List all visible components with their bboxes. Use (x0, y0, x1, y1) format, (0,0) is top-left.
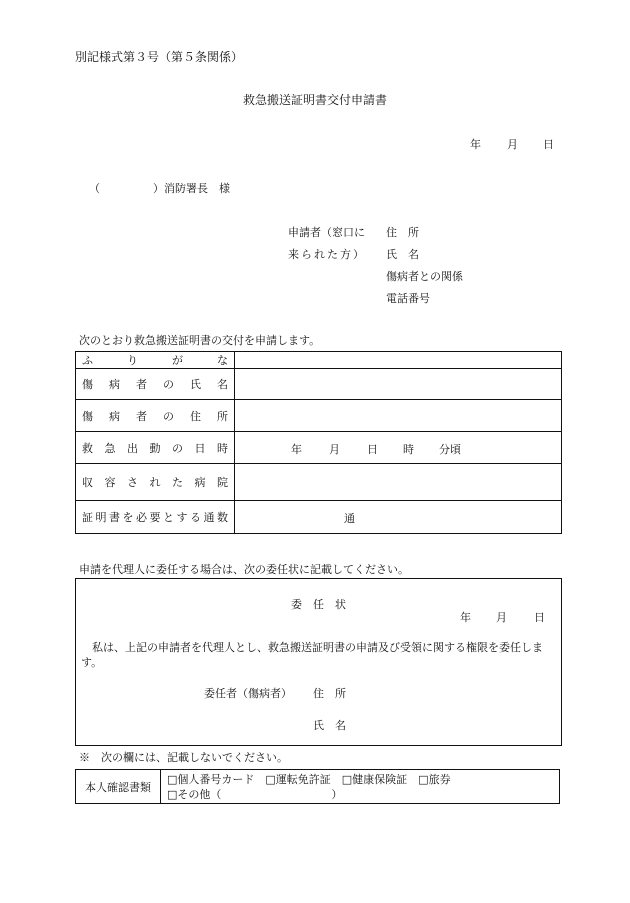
delegator-label: 委任者（傷病者） (204, 687, 292, 700)
row-label-dispatch-datetime (76, 432, 235, 464)
table-row (76, 432, 562, 464)
row-label-char: 動 (149, 441, 161, 455)
row-label-char: 通 (203, 511, 215, 524)
applicant-address-label: 住 所 (386, 226, 419, 239)
applicant-phone-label: 電話番号 (386, 292, 430, 305)
dispatch-month: 月 (329, 442, 340, 456)
id-docs-options[interactable] (161, 770, 560, 804)
row-label-char: り (127, 354, 138, 367)
row-label-char: 所 (217, 409, 228, 423)
row-label-char: の (163, 378, 174, 391)
furigana-field[interactable] (235, 352, 562, 369)
row-label-hospital (76, 464, 235, 501)
form-label: 別記様式第３号（第５条関係） (75, 50, 244, 64)
row-label-furigana (76, 352, 235, 369)
dispatch-day: 日 (367, 442, 378, 456)
applicant-label-2: 来られた方） (288, 248, 366, 261)
row-label-char: 病 (109, 409, 120, 423)
row-label-char: 傷 (82, 378, 93, 391)
row-label-char: を (122, 511, 134, 524)
dispatch-datetime-field[interactable] (235, 432, 562, 464)
row-label-char: 者 (136, 378, 147, 391)
dispatch-minute: 分頃 (439, 442, 461, 456)
delegation-title: 委 任 状 (291, 598, 346, 611)
patient-info-table (75, 351, 562, 534)
delegation-month: 月 (496, 611, 507, 624)
hospital-field[interactable] (235, 464, 562, 501)
copies-unit: 通 (344, 512, 355, 525)
row-label-char: 名 (217, 378, 228, 391)
row-label-char: 必 (136, 511, 147, 524)
table-row (76, 464, 562, 501)
table-row (76, 369, 562, 400)
table-row (76, 400, 562, 432)
date-year: 年 (470, 138, 481, 151)
patient-name-field[interactable] (235, 369, 562, 400)
row-label-char: ふ (82, 354, 93, 367)
row-label-char: さ (127, 476, 138, 489)
row-label-patient-name (76, 369, 235, 400)
applicant-label-1: 申請者（窓口に (288, 226, 365, 239)
delegator-name-label: 氏 名 (313, 719, 346, 732)
page-title: 救急搬送証明書交付申請書 (242, 93, 387, 107)
row-label-char: る (190, 511, 201, 524)
delegation-year: 年 (460, 611, 471, 624)
delegation-box (75, 578, 562, 746)
dispatch-hour: 時 (403, 442, 414, 456)
row-label-char: 住 (190, 409, 201, 423)
table-row (76, 352, 562, 369)
row-label-char: 院 (217, 476, 228, 489)
row-label-char: 救 (82, 441, 93, 455)
table-row (76, 501, 562, 534)
row-label-char: 病 (109, 378, 120, 391)
row-label-char: 傷 (82, 409, 93, 423)
table-row (76, 770, 560, 804)
delegation-body: 私は、上記の申請者を代理人とし、救急搬送証明書の申請及び受領に関する権限を委任します。 (81, 641, 543, 669)
date-day: 日 (543, 138, 554, 151)
delegation-note: 申請を代理人に委任する場合は、次の委任状に記載してください。 (79, 563, 409, 576)
intro-text: 次のとおり救急搬送証明書の交付を申請します。 (79, 334, 321, 347)
row-label-char: 書 (109, 511, 120, 524)
row-label-char: 出 (127, 441, 138, 455)
row-label-char: 収 (82, 476, 93, 489)
row-label-char: の (163, 409, 174, 423)
addressee-station-chief: ）消防署長 様 (153, 182, 230, 195)
delegation-day: 日 (534, 611, 545, 624)
id-docs-options-line1[interactable]: □個人番号カード □運転免許証 □健康保険証 □旅券 (167, 772, 451, 786)
addressee-open-paren: （ (89, 182, 100, 195)
row-label-char: の (172, 441, 183, 455)
row-label-char: 者 (136, 409, 147, 423)
id-docs-options-line2[interactable]: □その他（ ） (167, 787, 343, 801)
row-label-char: 明 (95, 511, 107, 524)
row-label-char: 日 (194, 441, 206, 455)
applicant-relation-label: 傷病者との関係 (386, 270, 463, 283)
patient-address-field[interactable] (235, 400, 562, 432)
row-label-char: 病 (194, 476, 206, 489)
row-label-copies (76, 501, 235, 534)
row-label-char: た (172, 476, 183, 489)
copies-field[interactable] (235, 501, 562, 534)
row-label-char: 数 (217, 511, 228, 524)
id-documents-table (75, 769, 560, 804)
row-label-char: 氏 (190, 378, 201, 391)
row-label-char: す (176, 511, 188, 524)
office-use-note: ※ 次の欄には、記載しないでください。 (79, 751, 288, 764)
row-label-char: 証 (82, 511, 93, 524)
row-label-char: 時 (217, 441, 228, 455)
delegator-address-label: 住 所 (313, 687, 346, 700)
applicant-name-label: 氏 名 (386, 248, 419, 261)
row-label-char: 容 (104, 476, 116, 489)
row-label-char: と (163, 511, 174, 524)
dispatch-year: 年 (291, 442, 302, 456)
id-docs-label: 本人確認書類 (76, 770, 161, 804)
row-label-char: 要 (149, 511, 161, 524)
date-month: 月 (507, 138, 518, 151)
row-label-char: れ (149, 476, 161, 489)
row-label-char: な (217, 354, 228, 367)
row-label-patient-address (76, 400, 235, 432)
row-label-char: が (172, 354, 183, 367)
row-label-char: 急 (104, 441, 116, 455)
